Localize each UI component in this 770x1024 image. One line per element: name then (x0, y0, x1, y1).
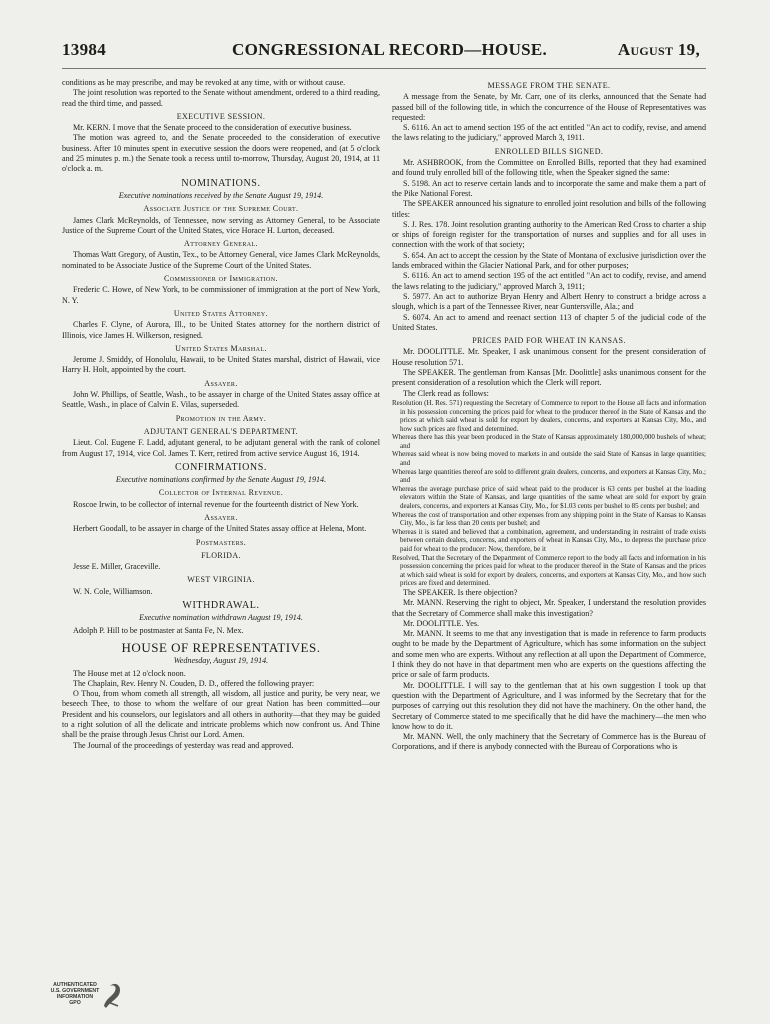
left-column (62, 78, 380, 751)
paragraph: Mr. DOOLITTLE. Mr. Speaker, I ask unanimous consent for the present consideration of House resolution 571. (392, 347, 706, 367)
paragraph: S. 654. An act to accept the cession by the State of Montana of exclusive jurisdiction over the lands embraced within the Glacier National Park, and for other purposes; (392, 250, 706, 271)
paragraph: Roscoe Irwin, to be collector of internal revenue for the fourteenth district of New York. (73, 499, 359, 509)
paragraph: Mr. MANN. Reserving the right to object, Mr. Speaker, I understand the resolution provides that the Secretary of Commerce shall make this investigation? (392, 598, 706, 618)
resolution-paragraph: Whereas it is stated and believed that a combination, agreement, and understanding in restraint of trade exists between certain dealers, concerns, and exporters of wheat in Kansas City, Mo., to depress the purchase price paid for wheat to the producer: Now, therefore, be it (392, 527, 706, 553)
paragraph: Adolph P. Hill to be postmaster at Santa Fe, N. Mex. (73, 625, 244, 635)
office-heading: Commissioner of Immigration. (164, 274, 278, 284)
office-heading: Assayer. (204, 512, 238, 522)
paragraph: Mr. MANN. It seems to me that any investigation that is made in reference to farm products ought to be made by the Department of Agriculture, which has some information on the subject and some men who are experts. Without any reflection at all upon the Department of Commerce, I think they do not have in that department men who are experts on the questions affecting the price or sale of farm products. (392, 629, 706, 680)
paragraph: The Journal of the proceedings of yesterday was read and approved. (73, 740, 294, 750)
session-date: Wednesday, August 19, 1914. (173, 656, 269, 666)
office-heading: United States Attorney. (173, 308, 269, 318)
paragraph: Jerome J. Smiddy, of Honolulu, Hawaii, to be United States marshal, district of Hawaii, vice Harry H. Holt, appointed by the court. (62, 355, 380, 375)
section-heading: PRICES PAID FOR WHEAT IN KANSAS. (472, 336, 626, 346)
paragraph: Charles F. Clyne, of Aurora, Ill., to be United States attorney for the northern district of Illinois, vice James H. Wilkerson, resigned. (62, 320, 380, 340)
paragraph: conditions as he may prescribe, and may be revoked at any time, with or without cause. (62, 78, 346, 87)
resolution-paragraph: Resolution (H. Res. 571) requesting the Secretary of Commerce to report to the House all facts and information in his possession concerning the prices paid for wheat to the producer thereof in the State of Kansas and the prices at which said wheat is sold for export by dealers, concerns, and exporters at Kansas City, Mo., and how such prices are fixed and determined. (392, 398, 706, 433)
gpo-authentication-seal (40, 978, 130, 1014)
section-subheading: Executive nominations received by the Senate August 19, 1914. (118, 190, 324, 200)
seal-text (48, 982, 102, 1006)
page-header (62, 40, 700, 66)
prayer: O Thou, from whom cometh all strength, all wisdom, all justice and purity, be very near, we beseech Thee, to those to whom the welfare of our great Nation has been committed—our President and his counselors, our legislators and all others in authority—that they may be guided to a right solution of all the delicate and intricate problems which now confront us. And Thine shall be the praise through Jesus Christ our Lord. Amen. (62, 689, 380, 740)
section-subheading: Executive nomination withdrawn August 19, 1914. (139, 613, 303, 623)
paragraph: S. 6074. An act to amend and reenact section 113 of chapter 5 of the judicial code of the United States. (392, 312, 706, 332)
seal-caption: AUTHENTICATED U.S. GOVERNMENT INFORMATION (50, 982, 100, 1000)
paragraph: The Chaplain, Rev. Henry N. Couden, D. D., offered the following prayer: (73, 678, 315, 688)
paragraph: S. 5198. An act to reserve certain lands and to incorporate the same and make them a part of the Pike National Forest. (392, 178, 706, 198)
section-heading: WITHDRAWAL. (182, 600, 260, 612)
right-column (392, 78, 706, 753)
resolution-paragraph: Whereas there has this year been produced in the State of Kansas approximately 180,000,000 bushels of wheat; and (392, 433, 706, 450)
paragraph: The House met at 12 o'clock noon. (73, 668, 186, 678)
section-heading: NOMINATIONS. (181, 177, 261, 189)
paragraph: The SPEAKER. The gentleman from Kansas [Mr. Doolittle] asks unanimous consent for the present consideration of a resolution which the Clerk will report. (392, 368, 706, 388)
paragraph: The Clerk read as follows: (403, 388, 489, 398)
paragraph: Mr. ASHBROOK, from the Committee on Enrolled Bills, reported that they had examined and found truly enrolled bill of the following title, when the Speaker signed the same: (392, 158, 706, 178)
resolution-paragraph: Resolved, That the Secretary of the Department of Commerce report to the body all facts and information in his possession concerning the prices paid for wheat to the producer thereof in the State of Kansas and the prices at which said wheat is sold for export by dealers, concerns, and exporters at Kansas City, Mo., and how such prices are fixed and determined. (392, 553, 706, 588)
office-heading: United States Marshal. (175, 343, 267, 353)
paragraph: The SPEAKER. Is there objection? (403, 587, 518, 597)
office-heading: ADJUTANT GENERAL'S DEPARTMENT. (143, 426, 299, 436)
eagle-icon (102, 978, 124, 1012)
paragraph: Frederic C. Howe, of New York, to be commissioner of immigration at the port of New York, N. Y. (62, 285, 380, 305)
paragraph: A message from the Senate, by Mr. Carr, one of its clerks, announced that the Senate had passed bill of the following title, in which the concurrence of the House of Representatives was requested: (392, 92, 706, 122)
paragraph: S. J. Res. 178. Joint resolution granting authority to the American Red Cross to charter a ship or ships of foreign register for the transportation of nurses and supplies and for all uses in connection with the work of that society; (392, 219, 706, 250)
paragraph: Mr. KERN. I move that the Senate proceed to the consideration of executive business. (73, 123, 352, 133)
section-heading: CONFIRMATIONS. (174, 461, 268, 473)
section-subheading: Executive nominations confirmed by the Senate August 19, 1914. (115, 475, 327, 485)
resolution-paragraph: Whereas the average purchase price of said wheat paid to the producer is 63 cents per bushel at the loading elevators within the State of Kansas, and large quantities of the same wheat are sold for export by grain dealers, concerns, and exporters at Kansas City, Mo., for $1.03 cents per bushel to 85 cents per bushel; and (392, 484, 706, 511)
state-heading: FLORIDA. (201, 550, 241, 560)
resolution-paragraph: Whereas large quantities thereof are sold to different grain dealers, concerns, and exporters at Kansas City, Mo.; and (392, 467, 706, 485)
paragraph: Mr. DOOLITTLE. Yes. (403, 618, 479, 628)
issue-date: August 19, (617, 40, 700, 59)
resolution-paragraph: Whereas said wheat is now being moved to markets in and outside the said State of Kansas in large quantities; and (392, 450, 706, 468)
section-heading: EXECUTIVE SESSION. (176, 111, 266, 121)
publication-title: CONGRESSIONAL RECORD—HOUSE. (232, 40, 548, 59)
paragraph: S. 6116. An act to amend section 195 of the act entitled "An act to codify, revise, and amend the laws relating to the judiciary," approved March 3, 1911; (392, 271, 706, 291)
office-heading: Promotion in the Army. (175, 413, 267, 423)
office-heading: Attorney General. (184, 239, 258, 249)
paragraph: W. N. Cole, Williamson. (73, 586, 153, 596)
paragraph: Lieut. Col. Eugene F. Ladd, adjutant general, to be adjutant general with the rank of colonel from August 17, 1914, vice Col. James T. Kerr, retired from active service August 16, 1914. (62, 438, 380, 458)
paragraph: The joint resolution was reported to the Senate without amendment, ordered to a third reading, read the third time, and passed. (62, 88, 380, 108)
paragraph: S. 5977. An act to authorize Bryan Henry and Albert Henry to construct a bridge across a slough, which is a part of the Tennessee River, near Guntersville, Ala.; and (392, 291, 706, 312)
section-heading: ENROLLED BILLS SIGNED. (494, 146, 604, 156)
paragraph: S. 6116. An act to amend section 195 of the act entitled "An act to codify, revise, and amend the laws relating to the judiciary," approved March 3, 1911. (392, 123, 706, 143)
paragraph: Mr. MANN. Well, the only machinery that the Secretary of Commerce has is the Bureau of Corporations, and if there is anybody connected with the Bureau of Corporations who is (392, 732, 706, 752)
gpo-mark: GPO (69, 1000, 81, 1006)
paragraph: The SPEAKER announced his signature to enrolled joint resolution and bills of the following titles: (392, 199, 706, 219)
header-rule (62, 68, 706, 69)
paragraph: Jesse E. Miller, Graceville. (73, 562, 161, 572)
office-heading: Postmasters. (195, 537, 247, 547)
resolution-text (392, 399, 706, 588)
state-heading: WEST VIRGINIA. (187, 575, 255, 585)
page-number: 13984 (62, 40, 106, 59)
paragraph: John W. Phillips, of Seattle, Wash., to be assayer in charge of the United States assay office at Seattle, Wash., in place of Calvin E. Vilas, superseded. (62, 390, 380, 410)
paragraph: Mr. DOOLITTLE. I will say to the gentleman that at his own suggestion I took up that question with the Department of Agriculture, and I was informed by the Secretary that for the purposes of carrying out this resolution they did not have the machinery. On the other hand, the Secretary of Commerce stated to me specifically that he did have the machinery—the men who know how to do it. (392, 680, 706, 731)
office-heading: Collector of Internal Revenue. (158, 488, 284, 498)
office-heading: Assayer. (204, 378, 238, 388)
paragraph: Thomas Watt Gregory, of Austin, Tex., to be Attorney General, vice James Clark McReynolds, nominated to be Associate Justice of the Supreme Court of the United States. (62, 250, 380, 270)
chamber-heading: HOUSE OF REPRESENTATIVES. (121, 639, 321, 655)
paragraph: Herbert Goodall, to be assayer in charge of the United States assay office at Helena, Mont. (73, 524, 367, 534)
paragraph: James Clark McReynolds, of Tennessee, now serving as Attorney General, to be Associate Justice of the Supreme Court of the United States, vice Horace H. Lurton, deceased. (62, 215, 380, 235)
office-heading: Associate Justice of the Supreme Court. (143, 204, 299, 214)
resolution-paragraph: Whereas the cost of transportation and other expenses from any shipping point in the State of Kansas to Kansas City, Mo., is far less than 20 cents per bushel; and (392, 510, 706, 528)
section-heading: MESSAGE FROM THE SENATE. (487, 81, 611, 90)
paragraph: The motion was agreed to, and the Senate proceeded to the consideration of executive business. After 10 minutes spent in executive session the doors were reopened, and (at 5 o'clock and 25 minutes p. m.) the Senate took a recess until to-morrow, Thursday, August 20, 1914, at 11 o'clock a. m. (62, 133, 380, 174)
